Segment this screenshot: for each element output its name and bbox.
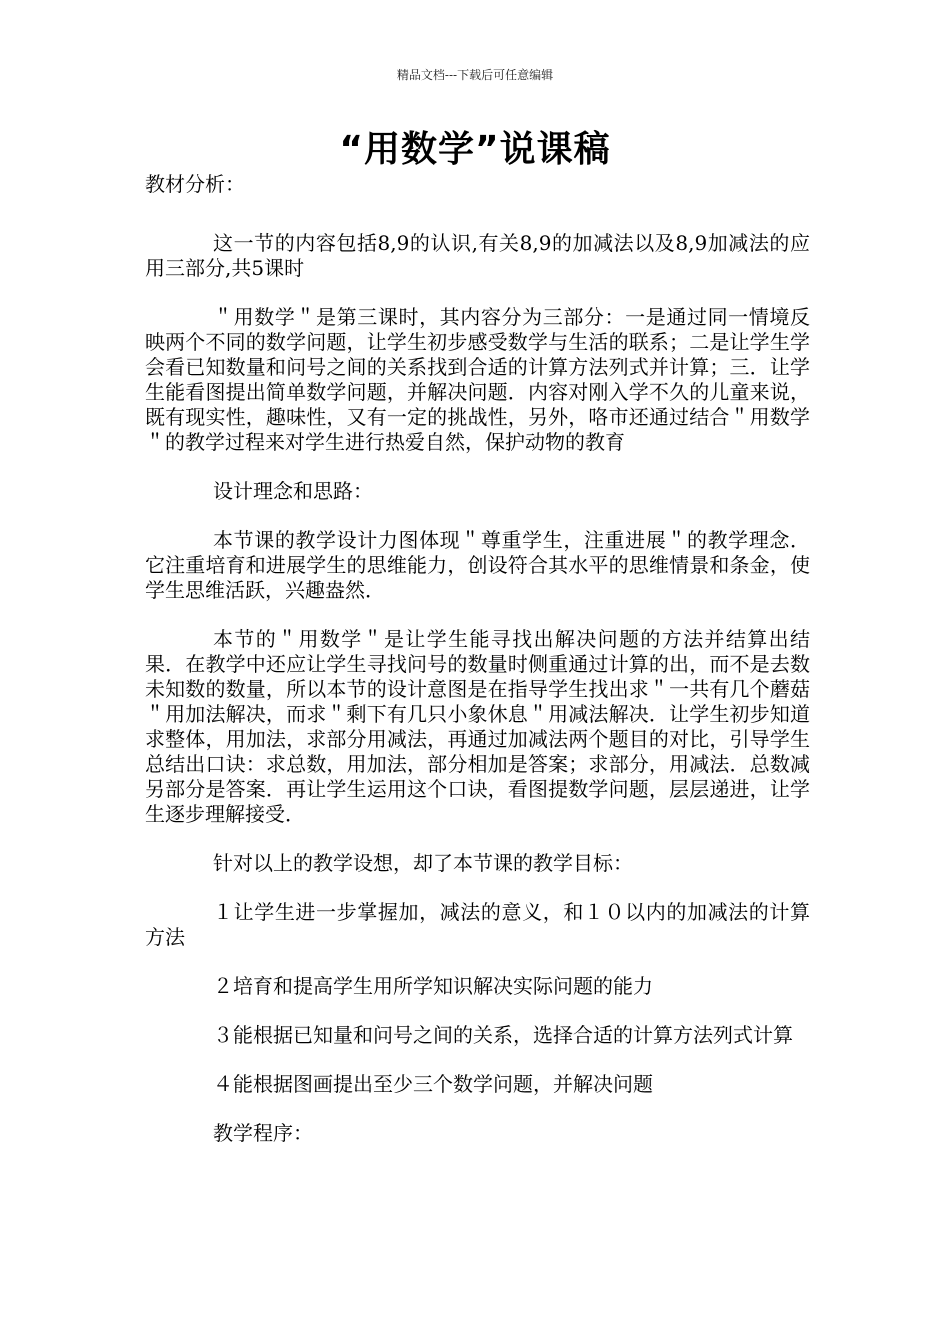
section-heading-design-concept: 设计理念和思路： xyxy=(213,479,373,503)
goal-item-1: １让学生进一步掌握加，减法的意义，和１０以内的加减法的计算方法 xyxy=(145,900,810,949)
paragraph-design-intent: 本节的＂用数学＂是让学生能寻找出解决问题的方法并结算出结果．在教学中还应让学生寻找问号的数量时侧重通过计算的出，而不是去数未知数的数量，所以本节的设计意图是在指导学生找出求＂一共有几个蘑菇＂用加法解决，而求＂剩下有几只小象休息＂用减法解决．让学生初步知道求整体，用加法，求部分用减法，再通过加减法两个题目的对比，引导学生总结出口诀：求总数，用加法，部分相加是答案；求部分，用减法．总数减另部分是答案．再让学生运用这个口诀，看图提数学问题，层层递进，让学生逐步理解接受． xyxy=(145,627,810,826)
section-heading-teaching-procedure: 教学程序： xyxy=(213,1121,313,1145)
document-title: “用数学”说课稿 xyxy=(339,129,611,170)
paragraph-lesson-content: ＂用数学＂是第三课时，其内容分为三部分：一是通过同一情境反映两个不同的数学问题，让学生初步感受数学与生活的联系；二是让学生学会看已知数量和问号之间的关系找到合适的计算方法列式并计算；三．让学生能看图提出简单数学问题，并解决问题．内容对刚入学不久的儿童来说，既有现实性，趣味性，又有一定的挑战性，另外，咯市还通过结合＂用数学＂的教学过程来对学生进行热爱自然，保护动物的教育 xyxy=(145,305,810,454)
paragraph-goals-intro: 针对以上的教学设想，却了本节课的教学目标： xyxy=(213,851,633,875)
goal-item-2: ２培育和提高学生用所学知识解决实际问题的能力 xyxy=(213,974,653,998)
paragraph-design-concept: 本节课的教学设计力图体现＂尊重学生，注重进展＂的教学理念．它注重培育和进展学生的思维能力，创设符合其水平的思维情景和条金，使学生思维活跃，兴趣盎然． xyxy=(145,528,810,602)
goal-item-3: ３能根据已知量和问号之间的关系，选择合适的计算方法列式计算 xyxy=(213,1023,793,1047)
page-header-note: 精品文档---下载后可任意编辑 xyxy=(396,68,554,82)
paragraph-lesson-scope: 这一节的内容包括8,9的认识,有关8,9的加减法以及8,9加减法的应用三部分,共5课时 xyxy=(145,231,810,280)
goal-item-4: ４能根据图画提出至少三个数学问题，并解决问题 xyxy=(213,1072,653,1096)
document-body xyxy=(145,172,810,1170)
section-heading-material-analysis: 教材分析： xyxy=(145,172,245,196)
